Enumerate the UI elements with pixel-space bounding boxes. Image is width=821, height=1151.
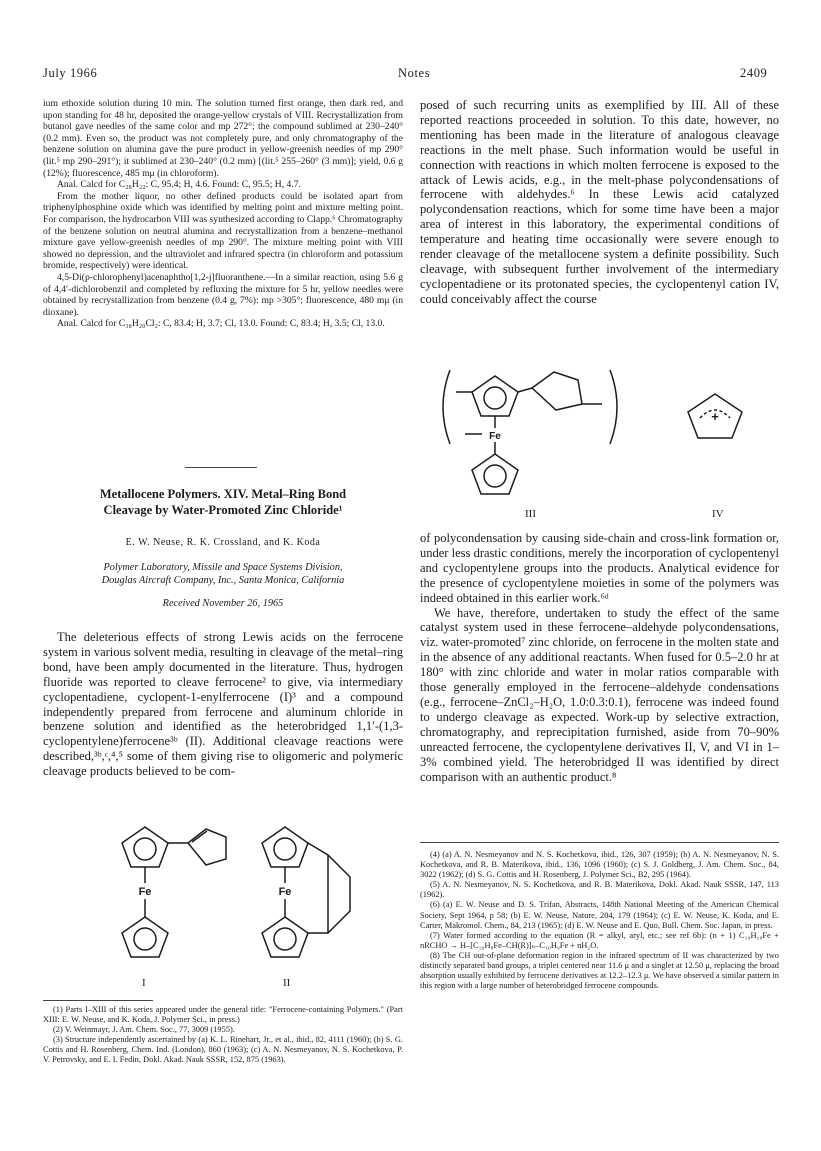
article-title-line1: Metallocene Polymers. XIV. Metal–Ring Bond bbox=[99, 487, 347, 501]
footnotes-left bbox=[43, 1005, 403, 1066]
footnote: (1) Parts I–XIII of this series appeared under the general title: "Ferrocene-containing Polymers." (Part XIII: E. W. Neuse, and K. Koda, J. Polymer Sci., in press.) bbox=[43, 1005, 403, 1025]
page-number: 2409 bbox=[740, 66, 768, 80]
footnote: (6) (a) E. W. Neuse and D. S. Trifan, Abstracts, 148th National Meeting of the American Chemical Society, Sept 1964, p 58; (b) E. W. Neuse, Nature, 204, 179 (1964); (c) E. W. Neuse, K. Koda, and E. Carter, Makromol. Chem., 84, 213 (1965); (d) E. W. Neuse and E. Quo, Bull. Chem. Soc. Japan, in press. bbox=[420, 900, 779, 930]
article-separator bbox=[185, 467, 257, 468]
running-head-left: July 1966 bbox=[43, 66, 98, 80]
structure-label-I: I bbox=[142, 977, 146, 989]
received-date: Received November 26, 1965 bbox=[162, 598, 284, 610]
cp-ring-top-II bbox=[262, 827, 308, 867]
cp-ring-top-III bbox=[472, 376, 518, 416]
fe-atom-II: Fe bbox=[278, 886, 292, 898]
footnote: (4) (a) A. N. Nesmeyanov and N. S. Kochetkova, ibid., 126, 307 (1959); (b) A. N. Nesmeyanov, N. S. Kochetkova, and R. B. Materikova, ibid., 136, 1096 (1960); (c) S. J. Goldberg, J. Am. Chem. Soc., 84, 3022 (1962); (d) S. G. Cottis and H. Rosenberg, J. Polymer Sci., B2, 295 (1964). bbox=[420, 850, 779, 880]
structure-figure-I-II bbox=[60, 815, 390, 980]
article-intro bbox=[43, 630, 403, 779]
cp-ring-bottom-I bbox=[122, 917, 168, 957]
footnote-rule-right bbox=[420, 842, 779, 843]
polymer-bracket-left bbox=[443, 370, 450, 444]
structure-label-III: III bbox=[525, 508, 536, 520]
paragraph: ium ethoxide solution during 10 min. The solution turned first orange, then dark red, and upon standing for 48 hr, deposited the orange-yellow crystals of VIII. Recrystallization from butanol gave needles of the same color and mp 272°; the compound sublimed at 230–240° (0.2 mm). Even so, the product was not completely pure, and only chromatography of the benzene solution on alumina gave the pure product in yellow-greenish needles of mp 290° (lit.⁵ mp 290–291°); it sublimed at 230–240° (0.2 mm) [(lit.⁵ 255–260° (3 mm)]; yield, 0.6 g (12%); fluorescence, 485 mμ (in chloroform). bbox=[43, 98, 403, 179]
fe-atom-III: Fe bbox=[489, 431, 501, 442]
structure-label-IV: IV bbox=[712, 508, 724, 520]
cp-ring-bottom-II bbox=[262, 917, 308, 957]
paragraph: posed of such recurring units as exemplified by III. All of these reported reactions proceeded in solution. To this date, however, no mentioning has been made in the literature of analogous cleavage reactions in the melt phase. Such information would be useful in connection with reactions in which molten ferrocene is exposed to the attack of Lewis acids, e.g., in the melt-phase polycondensations of ferrocene with aldehydes.⁶ In these Lewis acid catalyzed polycondensation reactions, which for some time have been a major area of interest in this laboratory, the experimental conditions of temperature and heating time occasionally were severe enough to render cleavage of the metallocene system a definite possibility. Such cleavage, with subsequent further involvement of the intermediary cyclopentadiene or its protonated species, the cyclopentenyl cation IV, could conceivably affect the course bbox=[420, 98, 779, 306]
article-body-right-mid bbox=[420, 531, 779, 784]
paragraph: 4,5-Di(p-chlorophenyl)acenaphtho[1,2-j]fluoranthene.—In a similar reaction, using 5.6 g of 4,4′-dichlorobenzil and completed by refluxing the mixture for 5 hr, yellow needles were obtained by recrystallization from benzene (0.4 g, 7%): mp >305°; fluorescence, 480 mμ (in dioxane). bbox=[43, 271, 403, 318]
analysis-line: Anal. Calcd for C₃₈H₂₀Cl₂: C, 83.4; H, 3.7; Cl, 13.0. Found: C, 83.4; H, 3.5; Cl, 13.0. bbox=[57, 318, 385, 330]
cation-charge: + bbox=[711, 409, 719, 424]
footnote-rule bbox=[43, 1000, 153, 1001]
paragraph: We have, therefore, undertaken to study the effect of the same catalyst system used in these ferrocene–aldehyde polycondensations, viz. water-promoted⁷ zinc chloride, on ferrocene in the molten state and in the absence of any additional reactants. When fused for 0.5–2.0 hr at 180° with zinc chloride and water in molar ratios comparable with those generally employed in the ferrocene–aldehyde condensations (e.g., ferrocene–ZnCl₂–H₂O, 1.0:0.3:0.1), ferrocene was indeed found to undergo cleavage as expected. Work-up by selective extraction, chromatography, and reprecipitation furnished, aside from 70–90% unreacted ferrocene, the cyclopentylene derivatives II, V, and VI in 1–3% combined yield. The heterobridged II was identified by direct comparison with an authentic product.⁸ bbox=[420, 605, 779, 784]
footnote: (3) Structure independently ascertained by (a) K. L. Rinehart, Jr., et al., ibid., 82, 4111 (1960); (b) S. G. Cottis and H. Rosenberg, Chem. Ind. (London), 860 (1963); (c) A. N. Nesmeyanov, N. S. Kochetkova, P. V. Petrovsky, and E. I. Fedin, Dokl. Akad. Nauk SSSR, 152, 875 (1963). bbox=[43, 1035, 403, 1065]
footnotes-right bbox=[420, 850, 779, 991]
structure-figure-III-IV bbox=[420, 362, 779, 502]
article-heading bbox=[43, 486, 403, 609]
fe-atom-I: Fe bbox=[138, 886, 152, 898]
cp-ring-bottom-III bbox=[472, 454, 518, 494]
affiliation-line2: Douglas Aircraft Company, Inc., Santa Monica, California bbox=[101, 574, 345, 586]
paragraph: The deleterious effects of strong Lewis acids on the ferrocene system in various solvent media, resulting in cleavage of the metal–ring bond, have been amply documented in the literature. Thus, hydrogen fluoride was reported to cleave ferrocene² to give, via intermediary cyclopentadiene, cyclopent-1-enylferrocene (I)³ and a compound independently prepared from ferrocene and aluminum chloride in benzene solution and identified as the heterobridged 1,1′-(1,3-cyclopentylene)ferrocene³ᵇ (II). Additional cleavage reactions were described,³ᵇ,ᶜ,⁴,⁵ some of them giving rise to oligomeric and polymeric cleavage products believed to be com- bbox=[43, 630, 403, 779]
article-authors: E. W. Neuse, R. K. Crossland, and K. Koda bbox=[125, 537, 321, 548]
cp-ring-top-I bbox=[122, 827, 168, 867]
cyclopentenyl-ring bbox=[188, 829, 226, 865]
polymer-bracket-right bbox=[610, 370, 617, 444]
footnote: (7) Water formed according to the equation (R = alkyl, aryl, etc.; see ref 6b): (n + 1) C₁₀H₁₀Fe + nRCHO → H–[C₁₀H₈Fe–CH(R)]ₙ–C₁₀H₉Fe + nH₂O. bbox=[420, 930, 779, 950]
previous-article-experimental bbox=[43, 98, 403, 330]
article-title-line2: Cleavage by Water-Promoted Zinc Chloride¹ bbox=[103, 503, 343, 517]
paragraph: From the mother liquor, no other defined products could be isolated apart from triphenylphosphine oxide which was identified by melting point and mixture melting point. For comparison, the hydrocarbon VIII was synthesized according to Clapp.⁶ Chromatography of the benzene solution on neutral alumina and recrystallization from a benzene–methanol mixture gave yellow-greenish needles of mp 290°. The mixture melting point with VIII showed no depression, and the ultraviolet and infrared spectra (in chloroform and potassium bromide, respectively) were identical. bbox=[43, 190, 403, 272]
affiliation-line1: Polymer Laboratory, Missile and Space Systems Division, bbox=[103, 562, 343, 573]
analysis-line: Anal. Calcd for C₂₈H₂₂: C, 95.4; H, 4.6. Found: C, 95.5; H, 4.7. bbox=[57, 179, 301, 191]
cyclopentylene-bridge bbox=[308, 843, 350, 933]
structure-label-II: II bbox=[283, 977, 291, 989]
article-body-right-top bbox=[420, 98, 779, 307]
running-head-center: Notes bbox=[398, 66, 431, 80]
paragraph: of polycondensation by causing side-chain and cross-link formation or, under less drastic conditions, merely the incorporation of cyclopentenyl and cyclopentylene groups into the products. Analytical evidence for the presence of cyclopentylene moieties in some of the polymers was indeed obtained in this earlier work.⁶ᵈ bbox=[420, 531, 779, 605]
footnote: (2) V. Weinmayr, J. Am. Chem. Soc., 77, 3009 (1955). bbox=[53, 1025, 235, 1035]
footnote: (5) A. N. Nesmeyanov, N. S. Kochetkova, and R. B. Materikova, Dokl. Akad. Nauk SSSR, 147, 113 (1962). bbox=[420, 880, 779, 900]
footnote: (8) The CH out-of-plane deformation region in the infrared spectrum of II was characterized by two distinctly separated band groups, a triplet centered near 11.6 μ and a singlet at 12.50 μ, replacing the broad absorption usually exhibited by ferrocene derivatives at 12.2–12.3 μ. We have observed a similar pattern in this region with a large number of heterobridged ferrocene compounds. bbox=[420, 950, 779, 991]
cyclopentylene-ring bbox=[532, 372, 582, 410]
